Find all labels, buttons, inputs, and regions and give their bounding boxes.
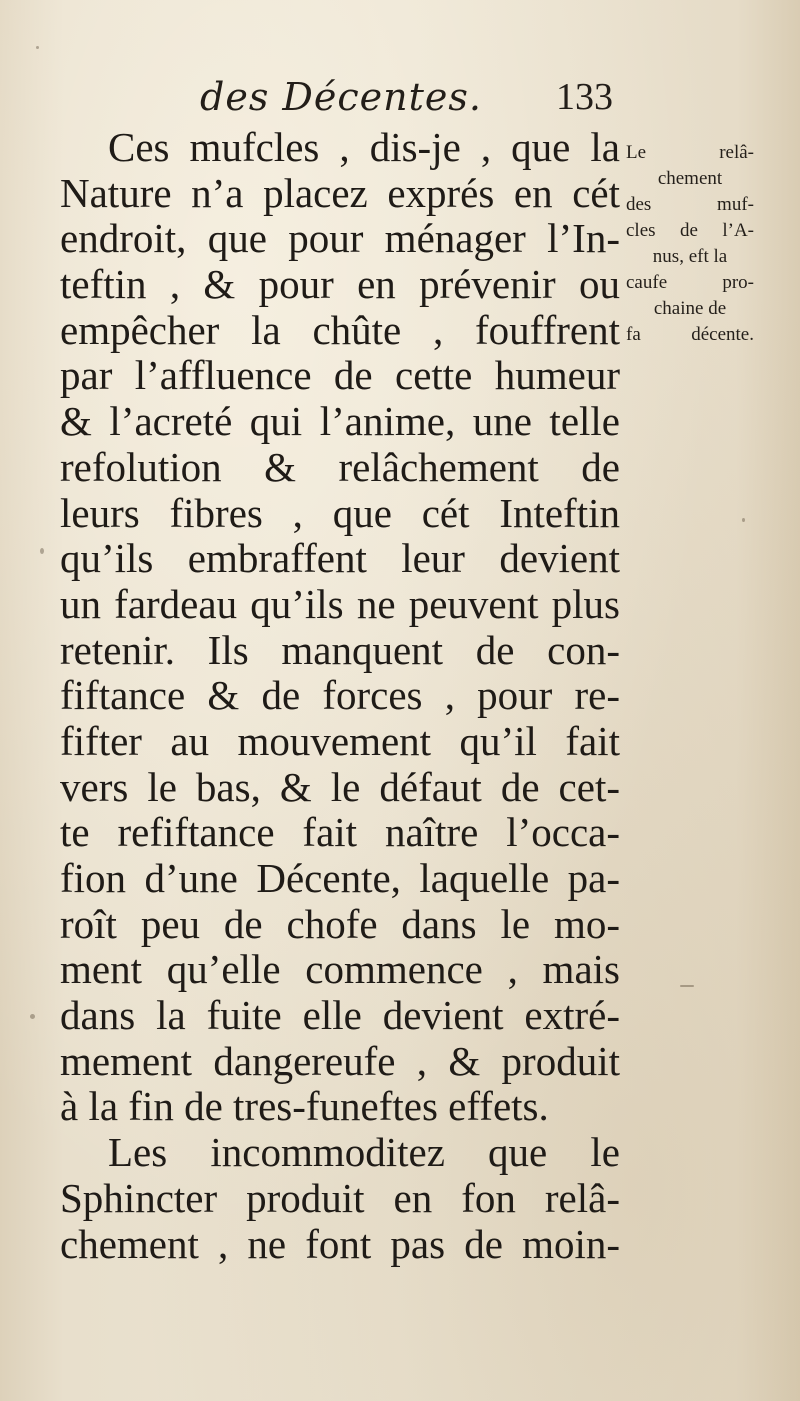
text-line: endroit, que pour ménager l’In-	[60, 215, 620, 262]
margin-note-line: chement	[657, 168, 723, 189]
text-line: teftin , & pour en prévenir ou	[60, 261, 620, 308]
text-line: qu’ils embraffent leur devient	[60, 535, 620, 582]
page-header	[0, 72, 800, 122]
text-line: chement , ne font pas de moin-	[60, 1220, 620, 1267]
text-line: Les incommoditez que le	[108, 1129, 620, 1176]
text-line: par l’affluence de cette humeur	[60, 352, 620, 399]
text-line: un fardeau qu’ils ne peuvent plus	[60, 580, 620, 627]
page-number: 133	[556, 76, 613, 118]
paper-speck	[40, 548, 44, 554]
text-line: roît peu de chofe dans le mo-	[60, 900, 620, 947]
text-line: vers le bas, & le défaut de cet-	[60, 763, 620, 810]
text-line: à la fin de tres-funeftes effets.	[60, 1083, 549, 1130]
text-line: te refiftance fait naître l’occa-	[60, 809, 620, 856]
text-line: & l’acreté qui l’anime, une telle	[60, 398, 620, 445]
text-line: fifter au mouvement qu’il fait	[60, 717, 620, 764]
text-line: refolution & relâchement de	[60, 443, 620, 490]
margin-note-line: cles de l’A-	[626, 220, 754, 241]
text-line: dans la fuite elle devient extré-	[60, 992, 620, 1039]
margin-note-line: nus, eft la	[652, 246, 728, 267]
main-text	[60, 125, 620, 1267]
text-line: retenir. Ils manquent de con-	[60, 626, 620, 673]
margin-note-line: caufe pro-	[626, 272, 754, 293]
text-line: mement dangereufe , & produit	[60, 1037, 620, 1084]
running-title: des Décentes.	[200, 75, 482, 119]
paper-speck	[680, 985, 694, 987]
text-line: leurs fibres , que cét Inteftin	[60, 489, 620, 536]
text-line: Nature n’a placez exprés en cét	[60, 169, 620, 216]
text-line: Sphincter produit en fon relâ-	[60, 1174, 620, 1221]
paper-speck	[36, 46, 39, 49]
text-line: ment qu’elle commence , mais	[60, 946, 620, 993]
paper-speck	[30, 1014, 35, 1019]
margin-note-line: des muf-	[626, 194, 754, 215]
margin-note-line: Le relâ-	[626, 142, 754, 163]
margin-note	[626, 140, 754, 348]
paper-speck	[742, 518, 745, 522]
text-line: Ces mufcles , dis-je , que la	[108, 124, 620, 170]
text-line: empêcher la chûte , fouffrent	[60, 306, 620, 353]
margin-note-line: fa décente.	[626, 324, 754, 345]
text-line: fiftance & de forces , pour re-	[60, 672, 620, 719]
margin-note-line: chaine de	[653, 298, 727, 319]
text-line: fion d’une Décente, laquelle pa-	[60, 855, 620, 901]
